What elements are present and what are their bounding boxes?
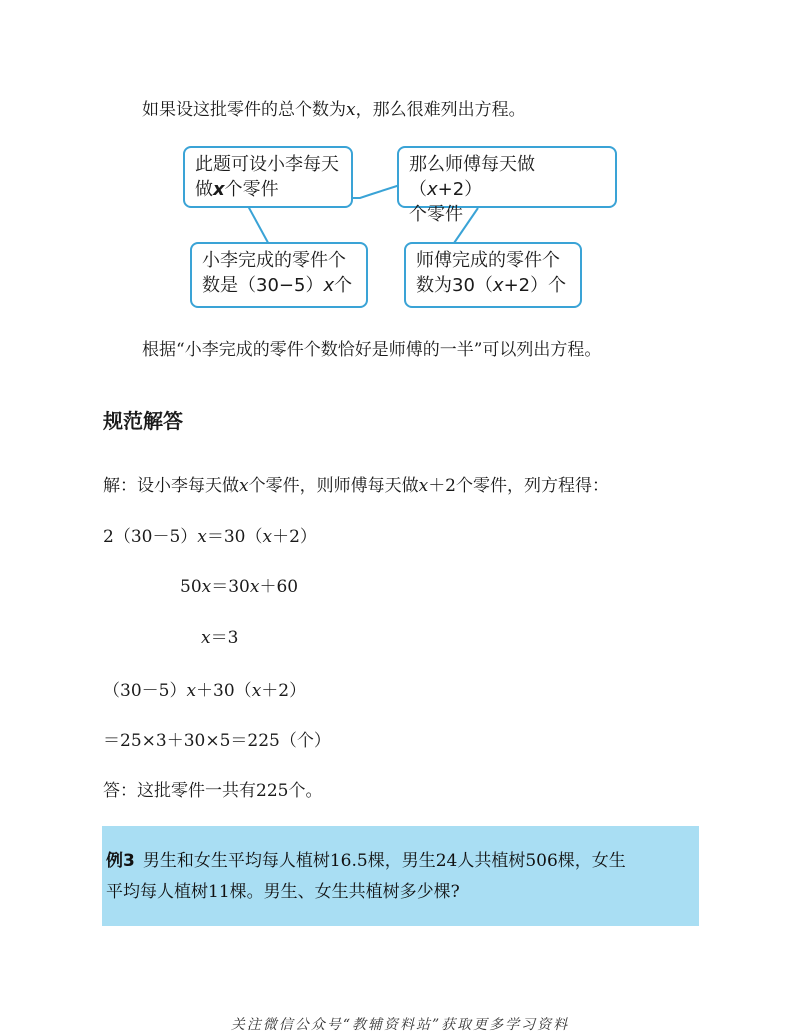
intro-var: x: [346, 100, 356, 120]
sol-text: 个零件，则师傅每天做: [248, 476, 419, 496]
box-text: 个: [334, 275, 353, 296]
sol-var: x: [418, 476, 429, 496]
box-text: 做: [195, 179, 213, 200]
box-var: x: [323, 275, 335, 296]
sol-text: ＋2个零件，列方程得：: [428, 476, 610, 496]
diagram-box-assume-li: [183, 146, 353, 208]
connector-box1-box2: [346, 185, 400, 198]
box-line: 师傅完成的零件个: [416, 250, 560, 271]
eq-var: x: [201, 577, 212, 597]
answer-text: 答：这批零件一共有225个。: [103, 781, 323, 801]
example-text: 男生和女生平均每人植树16.5棵，男生24人共植树506棵，女生: [142, 851, 626, 871]
box-line: [409, 152, 605, 202]
eq-text: ＝30: [211, 577, 250, 597]
sol-text: 解：设小李每天做: [103, 476, 239, 496]
example-line-1: [106, 846, 693, 877]
diagram-box-master-daily: [397, 146, 617, 225]
eq-var: x: [249, 577, 260, 597]
sol-var: x: [239, 476, 249, 496]
basis-text: 根据“小李完成的零件个数恰好是师傅的一半”可以列出方程。: [142, 340, 602, 360]
box-text: 数为30（: [416, 275, 493, 296]
eq-text: ＝3: [210, 628, 239, 648]
solution-intro: [103, 474, 609, 498]
box-text: +2）: [437, 179, 483, 200]
eq-text: （30－5）: [103, 681, 187, 701]
eq-var: x: [186, 681, 197, 701]
box-var: x: [213, 179, 225, 200]
eq-text: ＋60: [259, 577, 299, 597]
eq-text: ＋30（: [196, 681, 252, 701]
equation-1: [103, 525, 317, 549]
equation-3: [201, 626, 238, 650]
box-line: 小李完成的零件个: [202, 250, 346, 271]
example-line-2: 平均每人植树11棵。男生、女生共植树多少棵?: [106, 882, 460, 902]
equation-4: [103, 679, 306, 703]
diagram-box-li-total: [190, 242, 368, 308]
eq-text: ＋2）: [261, 681, 307, 701]
box-line: 此题可设小李每天: [195, 154, 339, 175]
box-line: [416, 273, 570, 298]
eq-var: x: [197, 527, 207, 547]
eq-var: x: [201, 628, 211, 648]
eq-text: 2（30－5）: [103, 527, 198, 547]
eq-var: x: [251, 681, 262, 701]
box-text: 那么师傅每天做（: [409, 154, 535, 200]
box-text: 个零件: [224, 179, 279, 200]
footer-note: 关注微信公众号“教辅资料站”获取更多学习资料: [230, 1017, 570, 1033]
box-line: 个零件: [409, 204, 463, 225]
eq-text: ＝30（: [206, 527, 263, 547]
equation-5: ＝25×3＋30×5＝225（个）: [103, 731, 331, 751]
box-text: +2）个: [503, 275, 567, 296]
example-3-box: [102, 826, 699, 926]
box-var: x: [492, 275, 504, 296]
diagram-box-master-total: [404, 242, 582, 308]
eq-text: ＋2）: [272, 527, 317, 547]
intro-part: ，那么很难列出方程。: [355, 100, 526, 120]
eq-text: 50: [180, 577, 202, 597]
box-line: [202, 273, 356, 298]
equation-2: [180, 575, 298, 599]
eq-var: x: [262, 527, 273, 547]
box-text: 数是（30−5）: [202, 275, 324, 296]
intro-part: 如果设这批零件的总个数为: [142, 100, 346, 120]
section-title: 规范解答: [103, 409, 183, 433]
box-line: [195, 177, 341, 202]
box-var: x: [427, 179, 438, 200]
example-label: 例3: [106, 851, 135, 871]
